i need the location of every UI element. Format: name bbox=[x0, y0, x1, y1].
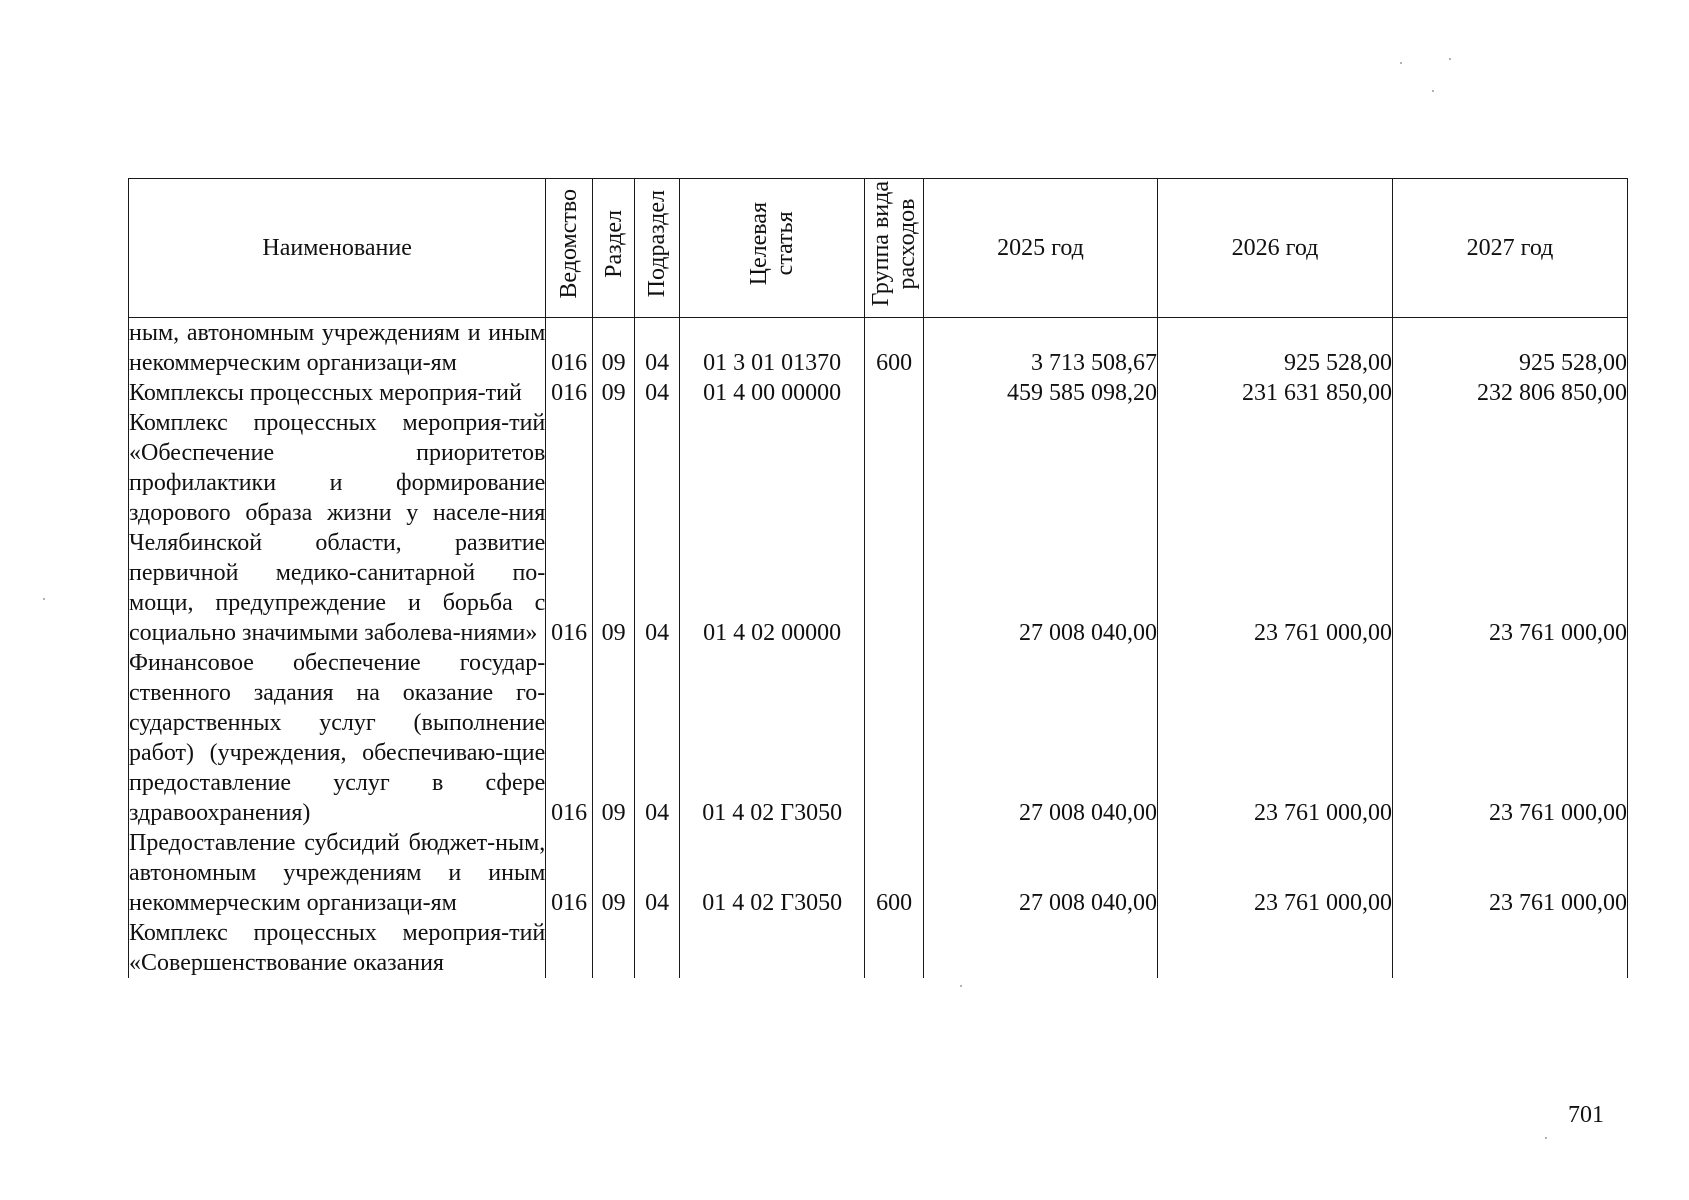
scan-speck bbox=[1432, 90, 1434, 92]
row-2027: 23 761 000,00 bbox=[1392, 648, 1627, 828]
row-2026: 925 528,00 bbox=[1157, 318, 1392, 379]
row-group: 600 bbox=[865, 318, 924, 379]
header-target-article: Целевая статья bbox=[679, 179, 864, 318]
row-name: Комплекс процессных мероприя-тий «Совершенствование оказания bbox=[129, 920, 546, 976]
row-department: 016 bbox=[546, 318, 593, 379]
row-group bbox=[865, 378, 924, 408]
row-section: 09 bbox=[592, 378, 635, 408]
row-2025 bbox=[924, 918, 1158, 978]
table-row bbox=[129, 318, 1628, 379]
row-2025: 459 585 098,20 bbox=[924, 378, 1158, 408]
row-subsection: 04 bbox=[635, 828, 680, 918]
row-subsection: 04 bbox=[635, 408, 680, 648]
header-year-2027: 2027 год bbox=[1392, 179, 1627, 318]
page-number: 701 bbox=[1568, 1102, 1604, 1128]
row-department: 016 bbox=[546, 378, 593, 408]
row-2025: 27 008 040,00 bbox=[924, 828, 1158, 918]
row-section: 09 bbox=[592, 648, 635, 828]
row-2026: 23 761 000,00 bbox=[1157, 648, 1392, 828]
row-department bbox=[546, 918, 593, 978]
row-target bbox=[679, 918, 864, 978]
header-year-2026: 2026 год bbox=[1157, 179, 1392, 318]
row-2027: 232 806 850,00 bbox=[1392, 378, 1627, 408]
scan-speck bbox=[1400, 62, 1402, 64]
row-2026: 231 631 850,00 bbox=[1157, 378, 1392, 408]
row-2027: 23 761 000,00 bbox=[1392, 408, 1627, 648]
row-name: ным, автономным учреждениям и иным некоммерческим организаци-ям bbox=[129, 318, 546, 379]
budget-table bbox=[128, 178, 1628, 978]
row-2025: 27 008 040,00 bbox=[924, 408, 1158, 648]
scan-speck bbox=[43, 598, 45, 600]
header-section: Раздел bbox=[592, 179, 635, 318]
header-expense-group: Группа вида расходов bbox=[865, 179, 924, 318]
header-subsection: Подраздел bbox=[635, 179, 680, 318]
row-target: 01 3 01 01370 bbox=[679, 318, 864, 379]
row-group bbox=[865, 408, 924, 648]
row-name: Финансовое обеспечение государ-ственного задания на оказание го-сударственных услуг (выполнение работ) (учреждения, обеспечиваю-щие предоставление услуг в сфере здравоохранения) bbox=[129, 650, 546, 826]
table-row bbox=[129, 828, 1628, 918]
row-name: Комплекс процессных мероприя-тий «Обеспечение приоритетов профилактики и формирование здорового образа жизни у населе-ния Челябинской области, развитие первичной медико-санитарной по-мощи, предупреждение и борьба с социально значимыми заболева-ниями» bbox=[129, 410, 546, 646]
row-2026: 23 761 000,00 bbox=[1157, 828, 1392, 918]
row-department: 016 bbox=[546, 648, 593, 828]
row-target: 01 4 02 Г3050 bbox=[679, 648, 864, 828]
header-name: Наименование bbox=[129, 179, 546, 318]
row-name: Комплексы процессных мероприя-тий bbox=[129, 378, 546, 408]
row-section: 09 bbox=[592, 318, 635, 379]
row-2027: 925 528,00 bbox=[1392, 318, 1627, 379]
row-2027: 23 761 000,00 bbox=[1392, 828, 1627, 918]
row-section bbox=[592, 918, 635, 978]
row-2026 bbox=[1157, 918, 1392, 978]
table-header-row bbox=[129, 179, 1628, 318]
row-subsection bbox=[635, 918, 680, 978]
row-section: 09 bbox=[592, 828, 635, 918]
scan-speck bbox=[960, 985, 962, 987]
row-department: 016 bbox=[546, 408, 593, 648]
header-year-2025: 2025 год bbox=[924, 179, 1158, 318]
row-name: Предоставление субсидий бюджет-ным, автономным учреждениям и иным некоммерческим организаци-ям bbox=[129, 830, 546, 916]
row-2025: 3 713 508,67 bbox=[924, 318, 1158, 379]
row-target: 01 4 00 00000 bbox=[679, 378, 864, 408]
scan-speck bbox=[1449, 58, 1451, 60]
row-target: 01 4 02 Г3050 bbox=[679, 828, 864, 918]
row-section: 09 bbox=[592, 408, 635, 648]
table-row bbox=[129, 408, 1628, 648]
row-subsection: 04 bbox=[635, 648, 680, 828]
row-subsection: 04 bbox=[635, 378, 680, 408]
header-department: Ведомство bbox=[546, 179, 593, 318]
scan-speck bbox=[1545, 1137, 1547, 1139]
row-2027 bbox=[1392, 918, 1627, 978]
table-row bbox=[129, 648, 1628, 828]
row-group bbox=[865, 648, 924, 828]
table-row bbox=[129, 378, 1628, 408]
row-group: 600 bbox=[865, 828, 924, 918]
table-row bbox=[129, 918, 1628, 978]
row-2026: 23 761 000,00 bbox=[1157, 408, 1392, 648]
row-2025: 27 008 040,00 bbox=[924, 648, 1158, 828]
row-subsection: 04 bbox=[635, 318, 680, 379]
row-group bbox=[865, 918, 924, 978]
row-target: 01 4 02 00000 bbox=[679, 408, 864, 648]
row-department: 016 bbox=[546, 828, 593, 918]
